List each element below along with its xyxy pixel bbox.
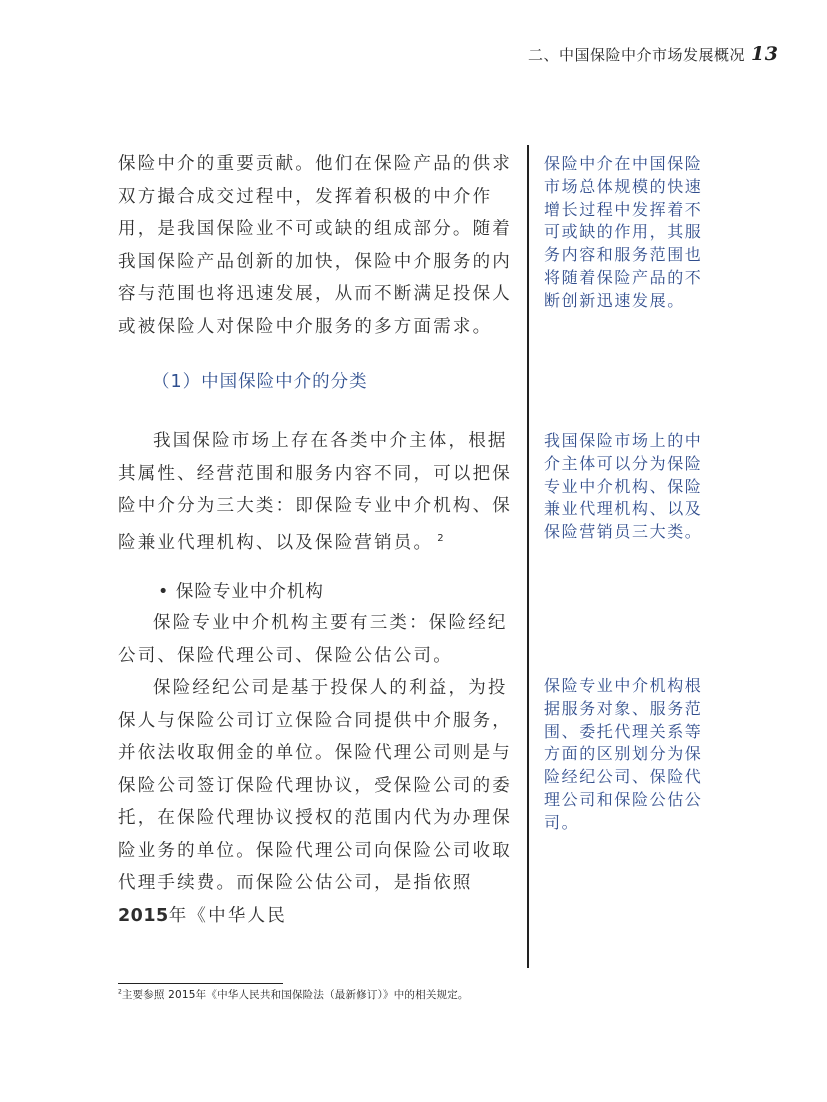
body-paragraph-2 xyxy=(118,425,514,559)
footnote-text: 主要参照 2015年《中华人民共和国保险法（最新修订）》中的相关规定。 xyxy=(121,989,469,1001)
paragraph-text: 保险中介的重要贡献。他们在保险产品的供求双方撮合成交过程中，发挥着积极的中介作用，是我国保险业不可或缺的组成部分。随着我国保险产品创新的加快，保险中介服务的内容与范围也将迅速发展，从而不断满足投保人或被保险人对保险中介服务的多方面需求。 xyxy=(118,154,512,337)
paragraph-text: 我国保险市场上存在各类中介主体，根据其属性、经营范围和服务内容不同，可以把保险中介分为三大类：即保险专业中介机构、保险兼业代理机构、以及保险营销员。 xyxy=(118,431,512,553)
footnote-rule xyxy=(118,983,283,984)
section-heading: （1）中国保险中介的分类 xyxy=(152,372,368,392)
paragraph-text-tail: 年《中华人民 xyxy=(168,905,287,926)
footnote xyxy=(118,987,469,1002)
margin-note-3: 保险专业中介机构根据服务对象、服务范围、委托代理关系等方面的区别划分为保险经纪公司、保险代理公司和保险公估公司。 xyxy=(544,676,703,832)
running-header xyxy=(528,43,778,65)
paragraph-text: 保险专业中介机构主要有三类：保险经纪公司、保险代理公司、保险公估公司。 xyxy=(118,613,508,666)
page-number: 13 xyxy=(751,43,779,65)
paragraph-text: 保险经纪公司是基于投保人的利益，为投保人与保险公司订立保险合同提供中介服务，并依法收取佣金的单位。保险代理公司则是与保险公司签订保险代理协议，受保险公司的委托，在保险代理协议授权的范围内代为办理保险业务的单位。保险代理公司向保险公司收取代理手续费。而保险公估公司，是指依照 xyxy=(118,678,512,893)
margin-note-2: 我国保险市场上的中介主体可以分为保险专业中介机构、保险兼业代理机构、以及保险营销员三大类。 xyxy=(544,431,703,542)
body-paragraph-3 xyxy=(118,607,514,932)
footnote-reference[interactable]: 2 xyxy=(437,532,444,544)
chapter-title: 二、中国保险中介市场发展概况 xyxy=(528,46,746,64)
footnote-marker: 2 xyxy=(118,988,122,996)
body-paragraph-4 xyxy=(118,672,514,932)
year-text: 2015 xyxy=(118,905,169,926)
bullet-heading: • 保险专业中介机构 xyxy=(158,582,324,602)
body-paragraph-1 xyxy=(118,148,514,343)
margin-note-1: 保险中介在中国保险市场总体规模的快速增长过程中发挥着不可或缺的作用，其服务内容和服务范围也将随着保险产品的不断创新迅速发展。 xyxy=(544,154,703,310)
column-divider xyxy=(527,145,529,968)
